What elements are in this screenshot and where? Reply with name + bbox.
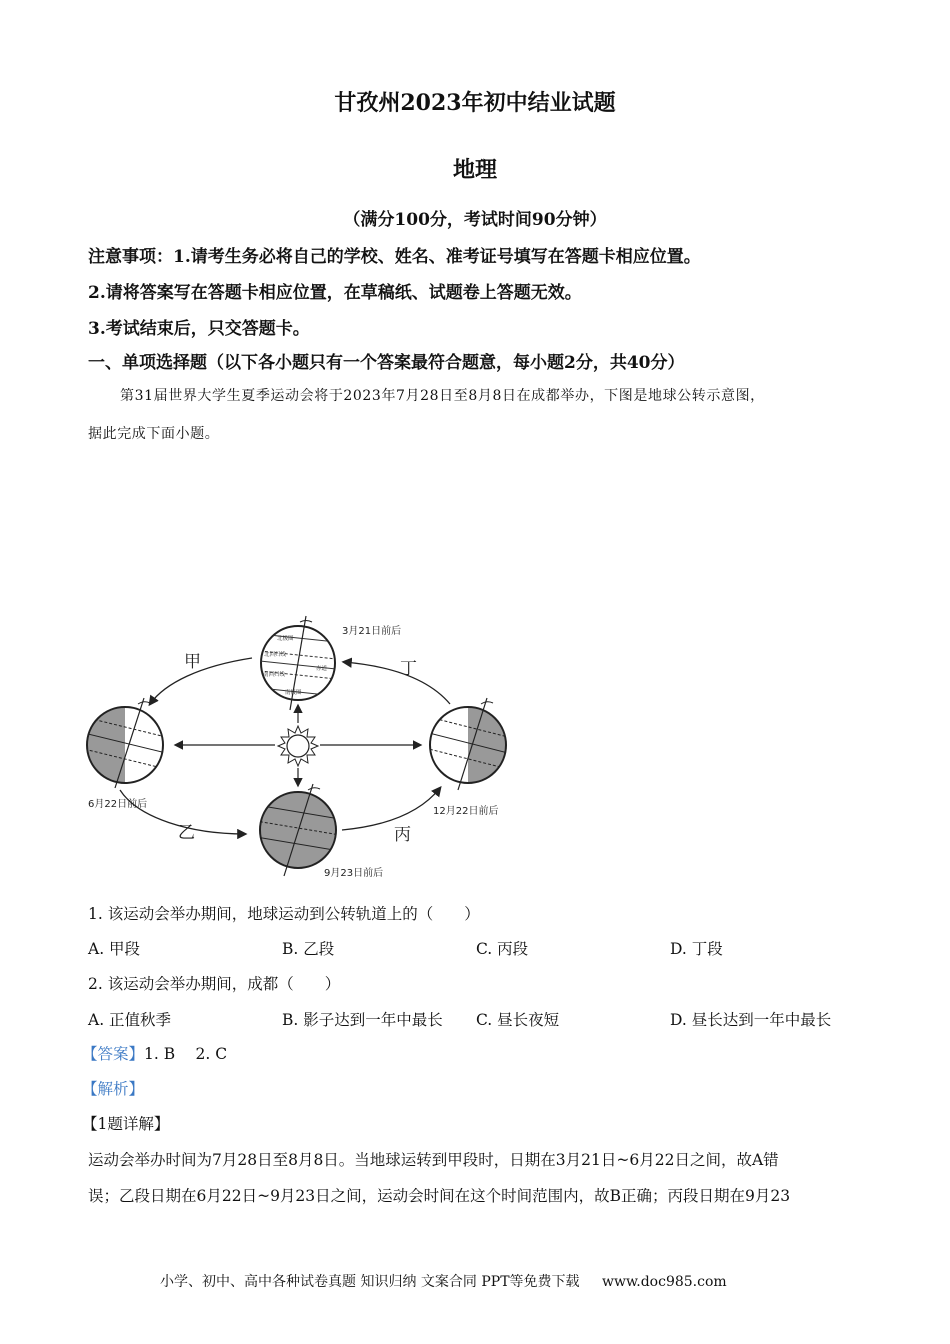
globe-september: [250, 784, 346, 876]
question-2-stem: 2. 该运动会举办期间，成都（ ）: [88, 975, 341, 993]
segment-jia: 甲: [184, 652, 201, 672]
notice-line-3: 3.考试结束后，只交答题卡。: [88, 319, 310, 339]
date-label-june: 6月22日前后: [88, 799, 148, 810]
footer: [160, 1271, 727, 1291]
orbit-arc-jia: [150, 658, 252, 704]
q2-option-c: C. 昼长夜短: [476, 1011, 560, 1029]
exam-title: 甘孜州2023年初中结业试题: [334, 90, 616, 116]
intro-line-2: 据此完成下面小题。: [88, 426, 220, 442]
q1-option-d: D. 丁段: [670, 940, 723, 958]
subject-title: 地理: [452, 157, 497, 183]
label-tropic-capricorn: 南回归线: [263, 672, 286, 678]
question-1-stem: 1. 该运动会举办期间，地球运动到公转轨道上的（ ）: [88, 905, 480, 923]
segment-yi: 乙: [178, 823, 195, 843]
q2-option-a: A. 正值秋季: [88, 1011, 172, 1029]
footer-url[interactable]: www.doc985.com: [601, 1274, 727, 1290]
q1-option-b: B. 乙段: [282, 940, 335, 958]
earth-revolution-diagram: [80, 608, 530, 890]
answer-line: [82, 1042, 227, 1064]
q2-option-b: B. 影子达到一年中最长: [282, 1011, 443, 1029]
notice-line-2: 2.请将答案写在答题卡相应位置，在草稿纸、试题卷上答题无效。: [88, 283, 582, 303]
notice-line-1: 注意事项：1.请考生务必将自己的学校、姓名、准考证号填写在答题卡相应位置。: [88, 247, 701, 267]
footer-text: 小学、初中、高中各种试卷真题 知识归纳 文案合同 PPT等免费下载: [160, 1274, 580, 1290]
detail-line-1: 运动会举办时间为7月28日至8月8日。当地球运转到甲段时，日期在3月21日~6月22日之间，故A错: [88, 1151, 779, 1169]
analysis-label: 【解析】: [82, 1080, 145, 1098]
answer-text: 1. B 2. C: [144, 1045, 228, 1063]
label-south-polar: 南极圈: [285, 690, 302, 696]
score-note: （满分100分，考试时间90分钟）: [343, 210, 607, 230]
detail-label: 【1题详解】: [82, 1115, 170, 1133]
orbit-arc-bing: [342, 788, 440, 830]
date-label-september: 9月23日前后: [324, 868, 384, 879]
section-title: 一、单项选择题（以下各小题只有一个答案最符合题意，每小题2分，共40分）: [88, 353, 685, 373]
globe-december: [425, 698, 513, 793]
q1-option-c: C. 丙段: [476, 940, 529, 958]
sun-icon: [278, 726, 318, 766]
detail-line-2: 误；乙段日期在6月22日~9月23日之间，运动会时间在这个时间范围内，故B正确；丙段日期在9月23: [88, 1187, 791, 1205]
label-tropic-cancer: 北回归线: [264, 652, 287, 658]
date-label-december: 12月22日前后: [433, 806, 499, 817]
globe-june: [80, 698, 170, 793]
segment-ding: 丁: [400, 659, 417, 679]
segment-bing: 丙: [394, 825, 411, 845]
q1-option-a: A. 甲段: [88, 940, 141, 958]
label-equator: 赤道: [316, 666, 328, 672]
date-label-march: 3月21日前后: [342, 626, 402, 637]
intro-line-1: 第31届世界大学生夏季运动会将于2023年7月28日至8月8日在成都举办，下图是地球公转示意图，: [120, 388, 765, 404]
globe-march: [250, 616, 346, 710]
answer-label: 【答案】: [82, 1045, 145, 1063]
orbit-arc-ding: [344, 662, 450, 704]
q2-option-d: D. 昼长达到一年中最长: [670, 1011, 832, 1029]
label-north-polar: 北极圈: [277, 636, 294, 642]
